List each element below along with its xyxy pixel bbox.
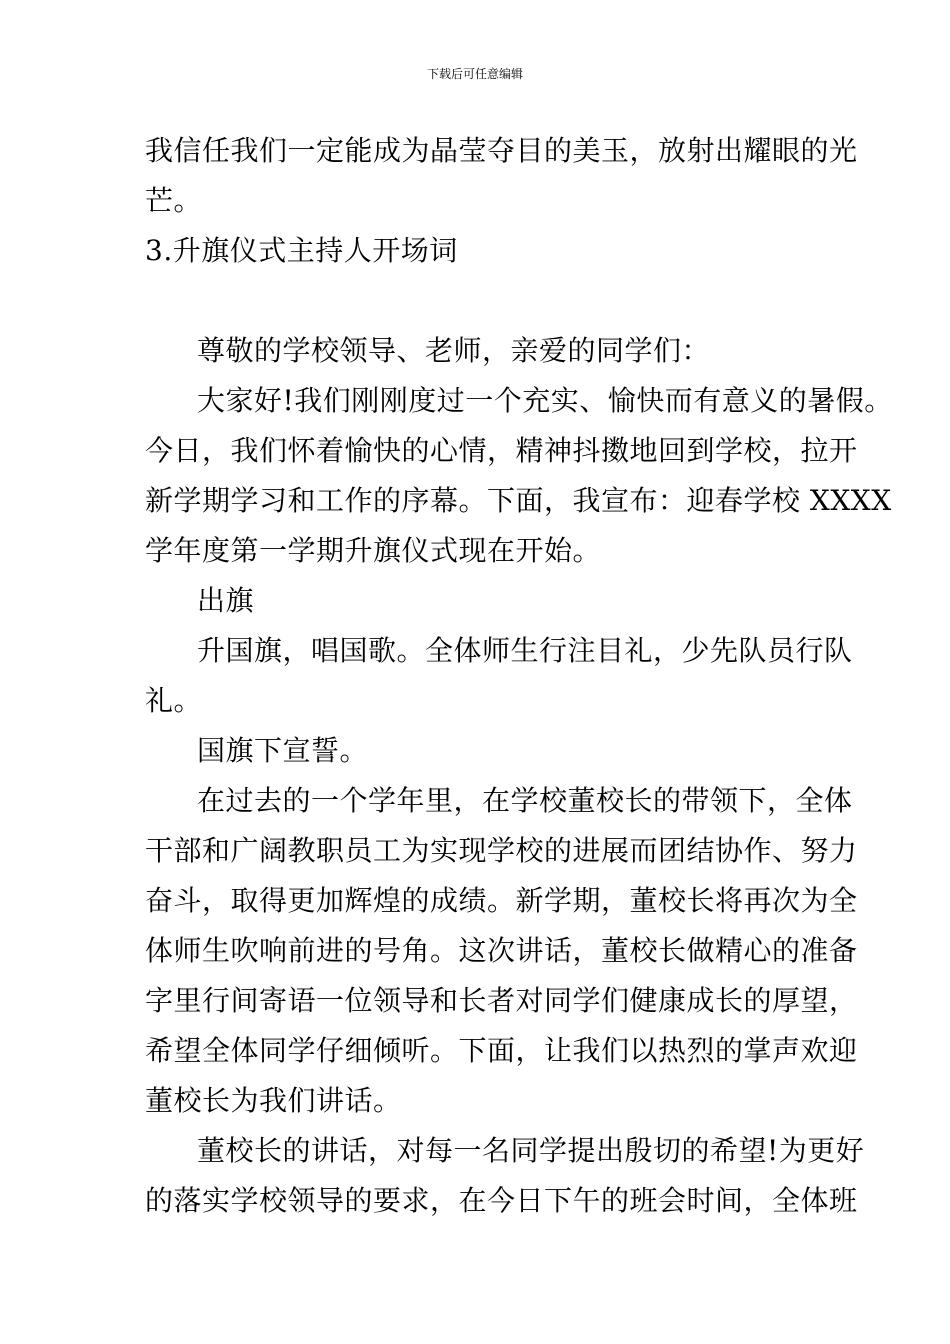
page-header: 下载后可任意编辑 [426,67,523,81]
paragraph-line: 学年度第一学期升旗仪式现在开始。 [145,534,602,567]
paragraph-line: 升国旗，唱国歌。全体师生行注目礼，少先队员行队 [197,634,853,667]
salutation-line: 尊敬的学校领导、老师，亲爱的同学们： [197,334,711,367]
paragraph-line: 大家好!我们刚刚度过一个充实、愉快而有意义的暑假。 [197,384,893,417]
paragraph-line: 今日，我们怀着愉快的心情，精神抖擞地回到学校，拉开 [145,434,858,467]
paragraph-line: 我信任我们一定能成为晶莹夺目的美玉，放射出耀眼的光 [145,134,858,167]
paragraph-line: 国旗下宣誓。 [197,734,369,767]
paragraph-line: 希望全体同学仔细倾听。下面，让我们以热烈的掌声欢迎 [145,1034,858,1067]
paragraph-line: 芒。 [145,184,203,217]
paragraph-line: 的落实学校领导的要求，在今日下午的班会时间，全体班 [145,1184,858,1217]
paragraph-line: 干部和广阔教职员工为实现学校的进展而团结协作、努力 [145,834,858,867]
paragraph-line: 奋斗，取得更加辉煌的成绩。新学期，董校长将再次为全 [145,884,858,917]
paragraph-line: 字里行间寄语一位领导和长者对同学们健康成长的厚望， [145,984,858,1017]
paragraph-line: 礼。 [145,684,203,717]
section-heading: 3.升旗仪式主持人开场词 [145,234,458,267]
paragraph-line: 新学期学习和工作的序幕。下面，我宣布：迎春学校 XXXX [145,484,892,517]
paragraph-line: 董校长的讲话，对每一名同学提出殷切的希望!为更好 [197,1134,865,1167]
paragraph-line: 出旗 [197,584,255,617]
paragraph-line: 在过去的一个学年里，在学校董校长的带领下，全体 [197,784,853,817]
blank-line [145,276,815,326]
paragraph-line: 董校长为我们讲话。 [145,1084,402,1117]
document-body [145,126,893,1226]
paragraph-line: 体师生吹响前进的号角。这次讲话，董校长做精心的准备 [145,934,858,967]
